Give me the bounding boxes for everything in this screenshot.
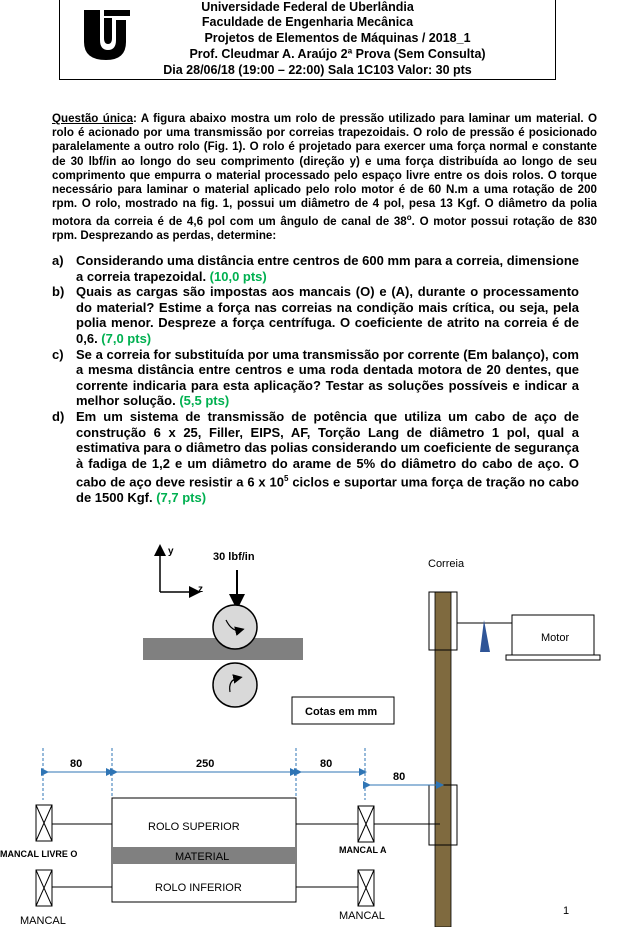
axis-y-label: y	[168, 546, 174, 557]
item-c	[52, 347, 579, 409]
question-items	[52, 253, 579, 506]
load-label: 30 lbf/in	[213, 551, 255, 563]
upper-roll	[213, 605, 257, 649]
question-text: : A figura abaixo mostra um rolo de pressão utilizado para laminar um material. O rolo é acionado por uma transmissão por correias trapezoidais. O rolo de pressão é posicionado paralelamente a outro rolo (Fig. 1). O rolo é projetado para exercer uma força normal e constante de 30 lbf/in ao longo do seu comprimento (direção y) e uma força distribuída ao longo de seu comprimento que empurra o material processado pelo espaço livre entre os dois rolos. O torque necessário para laminar o material aplicado pelo rolo motor é de 60 N.m a uma rotação de 200 rpm. O rolo, mostrado na fig. 1, possui um diâmetro de 4 pol, pesa 13 Kgf. O diâmetro da polia motora da correia é de 4,6 pol com um ângulo de canal de 38	[52, 112, 598, 229]
item-text: Quais as cargas são impostas aos mancais (O) e (A), durante o processamento do material? Estime a força nas correias na condição mais crítica, ou seja, pela polia menor. Despreze a força centrífuga. O coeficiente de atrito na correia é de 0,6.	[76, 284, 579, 346]
bearing-a-label: MANCAL A	[339, 845, 387, 855]
item-points: (7,7 pts)	[156, 490, 207, 506]
nozzle	[480, 620, 490, 652]
professor-exam: Prof. Cleudmar A. Araújo 2ª Prova (Sem Consulta)	[189, 47, 486, 61]
date-room-value: Dia 28/06/18 (19:00 – 22:00) Sala 1C103 Valor: 30 pts	[163, 63, 472, 77]
dimension-80-right: 80	[393, 771, 406, 783]
item-a	[52, 253, 579, 284]
bearing-bottom-right	[358, 870, 374, 906]
material-label: MATERIAL	[175, 851, 230, 863]
question-title: Questão única	[52, 112, 134, 125]
item-text: Se a correia for substituída por uma transmissão por corrente (Em balanço), com a mesma distância entre centros e uma roda dentada motora de 20 dentes, que corrente indicaria para esta aplicação? Testar as soluções possíveis e indicar a melhor solução.	[76, 346, 579, 409]
course-name: Projetos de Elementos de Máquinas / 2018_1	[204, 31, 471, 45]
item-text: Considerando uma distância entre centros de 600 mm para a correia, dimensione a correia trapezoidal.	[76, 253, 579, 284]
dimensions	[43, 748, 440, 800]
item-text-end: ciclos e suportar uma força de tração no cabo de 1500 Kgf.	[76, 474, 579, 506]
bearing-o	[36, 805, 52, 841]
belt	[435, 592, 451, 927]
item-letter: a)	[52, 253, 64, 268]
bearing-bottom-left	[36, 870, 52, 906]
dimension-250: 250	[196, 758, 215, 770]
bearing-bottom-right-label: MANCAL	[339, 910, 385, 922]
header-box	[59, 0, 556, 80]
units-label: Cotas em mm	[305, 706, 378, 718]
item-d	[52, 409, 579, 506]
exponent: 5	[284, 474, 289, 484]
university-name: Universidade Federal de Uberlândia	[201, 0, 414, 14]
question-paragraph	[52, 112, 597, 244]
angle-degree: o	[406, 213, 412, 223]
item-letter: b)	[52, 284, 65, 300]
bearing-bottom-left-label: MANCAL	[20, 915, 66, 927]
dimension-80-left: 80	[70, 758, 83, 770]
roll-top-label: ROLO SUPERIOR	[148, 821, 240, 833]
load-arrow	[213, 551, 255, 602]
dimension-80-mid: 80	[320, 758, 333, 770]
motor-label: Motor	[541, 632, 570, 644]
roll-bottom-label: ROLO INFERIOR	[155, 882, 242, 894]
item-b	[52, 284, 579, 346]
motor	[506, 615, 600, 660]
belt-label: Correia	[428, 558, 465, 570]
item-letter: c)	[52, 346, 64, 362]
axes-indicator	[160, 546, 203, 595]
bearing-o-label: MANCAL LIVRE O	[0, 849, 78, 859]
axis-z-label: z	[198, 584, 203, 595]
figure-1	[0, 530, 618, 927]
faculty-name: Faculdade de Engenharia Mecânica	[201, 15, 414, 29]
question-text-end: . O motor possui rotação de 830 rpm. Desprezando as perdas, determine:	[52, 215, 597, 243]
item-points: (10,0 pts)	[209, 268, 267, 284]
item-letter: d)	[52, 408, 65, 424]
lower-roll	[213, 663, 257, 707]
item-text: Em um sistema de transmissão de potência que utiliza um cabo de aço de construção 6 x 25, Filler, EIPS, AF, Torção Lang de diâmetro 1 pol, qual a estimativa para o diâmetro das polias considerando um coeficiente de segurança à fadiga de 1,2 e um diâmetro do arame de 5% do diâmetro do cabo de aço. O cabo de aço deve resistir a 6 x 10	[76, 408, 579, 490]
item-points: (7,0 pts)	[101, 330, 152, 346]
bearing-a	[358, 806, 374, 842]
page-number: 1	[563, 905, 570, 917]
item-points: (5,5 pts)	[179, 393, 230, 409]
